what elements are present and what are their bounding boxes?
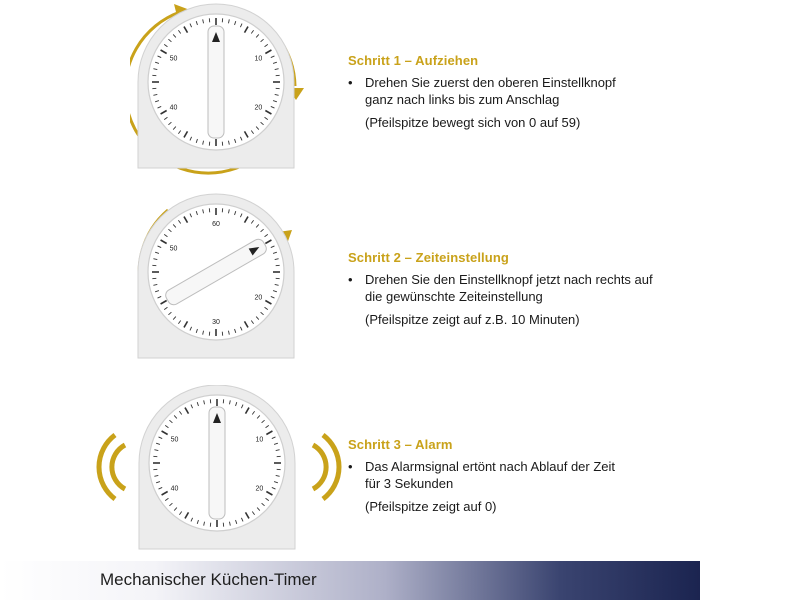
step-note: (Pfeilspitze zeigt auf z.B. 10 Minuten): [365, 312, 580, 327]
instruction-text: Das Alarmsignal ertönt nach Ablauf der Zeit für 3 Sekunden: [365, 459, 616, 491]
instruction-text: Drehen Sie den Einstellknopf jetzt nach rechts auf die gewünschte Zeiteinstellung: [365, 272, 653, 304]
step-instruction: [348, 74, 688, 108]
dial-label: 20: [254, 294, 263, 302]
bullet-icon: •: [348, 75, 353, 90]
timer-step-3: [95, 385, 345, 555]
footer-banner: [0, 561, 700, 600]
dial-label: 10: [254, 55, 263, 63]
dial-label: 50: [170, 436, 179, 444]
step-note: (Pfeilspitze zeigt auf 0): [365, 499, 497, 514]
dial-label: 10: [255, 436, 264, 444]
footer-title: Mechanischer Küchen-Timer: [100, 570, 317, 589]
dial-label: 30: [212, 319, 220, 326]
timer-step-2: [130, 190, 310, 365]
sound-waves-right-icon: [313, 435, 339, 499]
bullet-icon: •: [348, 459, 353, 474]
dial-label: 20: [254, 104, 263, 112]
dial-knob: [208, 26, 224, 138]
dial-label: 50: [169, 245, 178, 253]
dial-label: 20: [255, 485, 264, 493]
knob-bar: [209, 407, 225, 519]
step-1: [348, 53, 688, 131]
knob-bar: [208, 26, 224, 138]
step-title: Schritt 1 – Aufziehen: [348, 53, 479, 68]
step-instruction: [348, 458, 688, 492]
timer-step-1: [130, 0, 310, 180]
dial-label: 50: [169, 55, 178, 63]
dial-knob: [209, 407, 225, 519]
dial-label: 40: [170, 485, 179, 493]
step-2: [348, 250, 688, 328]
step-3: [348, 437, 688, 515]
dial-label: 40: [169, 104, 178, 112]
instruction-text: Drehen Sie zuerst den oberen Einstellknopf ganz nach links bis zum Anschlag: [365, 75, 616, 107]
step-instruction: [348, 271, 688, 305]
bullet-icon: •: [348, 272, 353, 287]
dial-label: 60: [212, 221, 220, 228]
step-title: Schritt 2 – Zeiteinstellung: [348, 250, 509, 265]
sound-waves-left-icon: [99, 435, 125, 499]
step-title: Schritt 3 – Alarm: [348, 437, 453, 452]
step-note: (Pfeilspitze bewegt sich von 0 auf 59): [365, 115, 581, 130]
